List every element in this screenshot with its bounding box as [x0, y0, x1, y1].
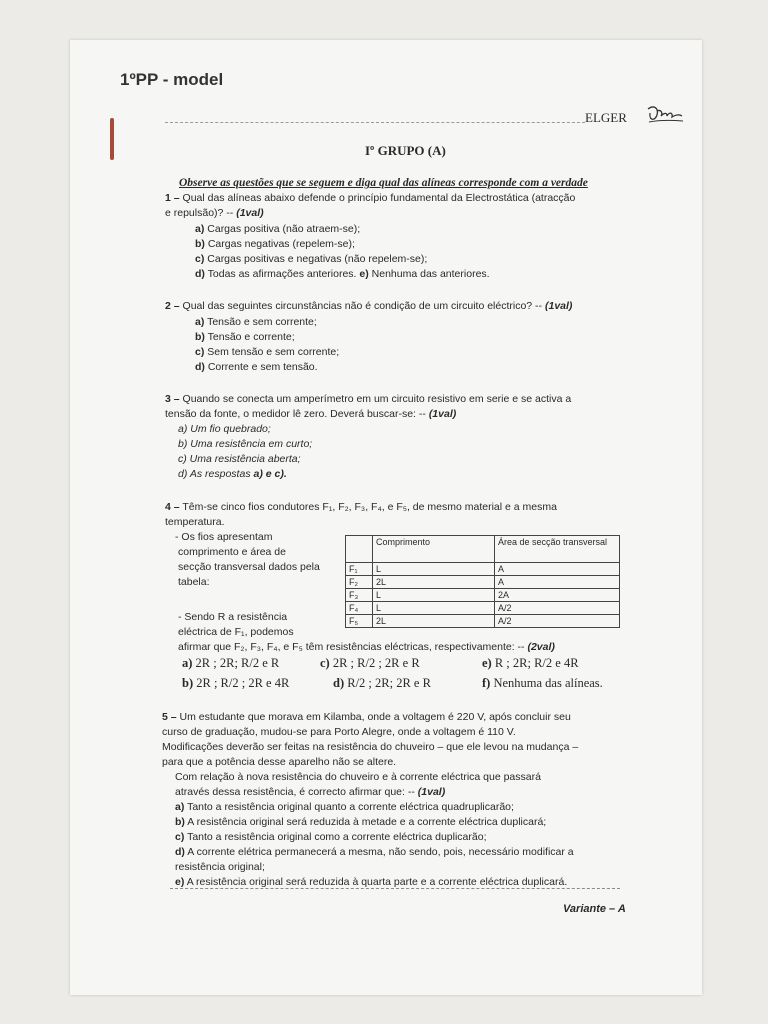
table-header-length: Comprimento: [373, 536, 495, 563]
q1-option-c: c) Cargas positivas e negativas (não repelem-se);: [195, 253, 428, 265]
page-title: 1ºPP - model: [120, 70, 224, 89]
q3-option-c: c) Uma resistência aberta;: [178, 453, 301, 465]
q4-answer-a: a) 2R ; 2R; R/2 e R: [182, 656, 280, 670]
q5-line2: curso de graduação, mudou-se para Porto Alegre, onde a voltagem é 110 V.: [162, 726, 516, 738]
student-name: ELGER: [585, 110, 627, 125]
q5-line4: para que a potência desse aparelho não se altere.: [162, 756, 397, 768]
q4-answer-e: e) R ; 2R; R/2 e 4R: [482, 656, 579, 670]
q4-side-5: - Sendo R a resistência: [178, 611, 288, 623]
q3-option-a: a) Um fio quebrado;: [178, 423, 271, 435]
q4-line1: 4 – Têm-se cinco fios condutores F₁, F₂, F₃, F₄, e F₅, de mesmo material e a mesma: [165, 501, 557, 513]
variant-label: Variante – A: [563, 903, 626, 915]
table-header-blank: [346, 536, 373, 563]
q2-line1: 2 – Qual das seguintes circunstâncias não é condição de um circuito eléctrico? -- (1val): [165, 300, 573, 312]
q3-line2: tensão da fonte, o medidor lê zero. Deverá buscar-se: -- (1val): [165, 408, 457, 420]
q5-option-d-cont: resistência original;: [175, 861, 265, 873]
q3-option-b: b) Uma resistência em curto;: [178, 438, 313, 450]
q5-option-d: d) A corrente elétrica permanecerá a mesma, não sendo, pois, necessário modificar a: [175, 846, 574, 858]
q5-option-b: b) A resistência original será reduzida à metade e a corrente eléctrica duplicará;: [175, 816, 547, 828]
name-line: [165, 122, 585, 123]
margin-mark: [110, 118, 114, 160]
q1-option-d: d) Todas as afirmações anteriores. e) Nenhuma das anteriores.: [195, 268, 490, 280]
q5-line5: Com relação à nova resistência do chuveiro e à corrente eléctrica que passará: [175, 771, 541, 783]
q1-option-b: b) Cargas negativas (repelem-se);: [195, 238, 355, 250]
q2-option-b: b) Tensão e corrente;: [195, 331, 295, 343]
table-header-row: [346, 536, 620, 563]
group-title: Iº GRUPO (A): [365, 143, 446, 158]
q2-option-a: a) Tensão e sem corrente;: [195, 316, 317, 328]
q1-line1: 1 – Qual das alíneas abaixo defende o princípio fundamental da Electrostática (atracção: [165, 192, 576, 204]
signature: [645, 103, 685, 132]
q2-option-c: c) Sem tensão e sem corrente;: [195, 346, 340, 358]
q4-side-2: comprimento e área de: [178, 546, 286, 558]
q3-line1: 3 – Quando se conecta um amperímetro em um circuito resistivo em serie e se activa a: [165, 393, 572, 405]
q5-line6: através dessa resistência, é correcto afirmar que: -- (1val): [175, 786, 446, 798]
q5-option-a: a) Tanto a resistência original quanto a corrente eléctrica quadruplicarão;: [175, 801, 514, 813]
q3-option-d: d) As respostas a) e c).: [178, 468, 287, 480]
table-row: F₁ L A: [346, 563, 620, 576]
table-row: F₂ 2L A: [346, 576, 620, 589]
q5-line1: 5 – Um estudante que morava em Kilamba, onde a voltagem é 220 V, após concluir seu: [162, 711, 571, 723]
table-header-area: Área de secção transversal: [495, 536, 620, 563]
q4-side-1: - Os fios apresentam: [175, 531, 273, 543]
q5-option-e: e) A resistência original será reduzida à quarta parte e a corrente eléctrica duplicará.: [175, 876, 568, 888]
wires-table: [345, 535, 620, 628]
q5-option-c: c) Tanto a resistência original como a corrente eléctrica duplicarão;: [175, 831, 487, 843]
q4-line2: temperatura.: [165, 516, 225, 528]
q4-answer-c: c) 2R ; R/2 ; 2R e R: [320, 656, 420, 670]
q4-side-4: tabela:: [178, 576, 210, 588]
footer-divider: [170, 888, 620, 889]
table-row: F₃ L 2A: [346, 589, 620, 602]
q1-option-a: a) Cargas positiva (não atraem-se);: [195, 223, 361, 235]
table-row: F₄ L A/2: [346, 602, 620, 615]
q4-answer-b: b) 2R ; R/2 ; 2R e 4R: [182, 676, 290, 690]
q4-affirm: afirmar que F₂, F₃, F₄, e F₅ têm resistências eléctricas, respectivamente: -- (2val): [178, 641, 555, 653]
q4-side-6: eléctrica de F₁, podemos: [178, 626, 294, 638]
q4-answer-f: f) Nenhuma das alíneas.: [482, 676, 603, 690]
q4-answer-d: d) R/2 ; 2R; 2R e R: [333, 676, 431, 690]
table-row: F₅ 2L A/2: [346, 615, 620, 628]
instruction: Observe as questões que se seguem e diga qual das alíneas corresponde com a verdade: [179, 177, 588, 189]
q1-line2: e repulsão)? -- (1val): [165, 207, 264, 219]
q2-option-d: d) Corrente e sem tensão.: [195, 361, 318, 373]
q5-line3: Modificações deverão ser feitas na resistência do chuveiro – que ele levou na mudança –: [162, 741, 579, 753]
q4-side-3: secção transversal dados pela: [178, 561, 320, 573]
